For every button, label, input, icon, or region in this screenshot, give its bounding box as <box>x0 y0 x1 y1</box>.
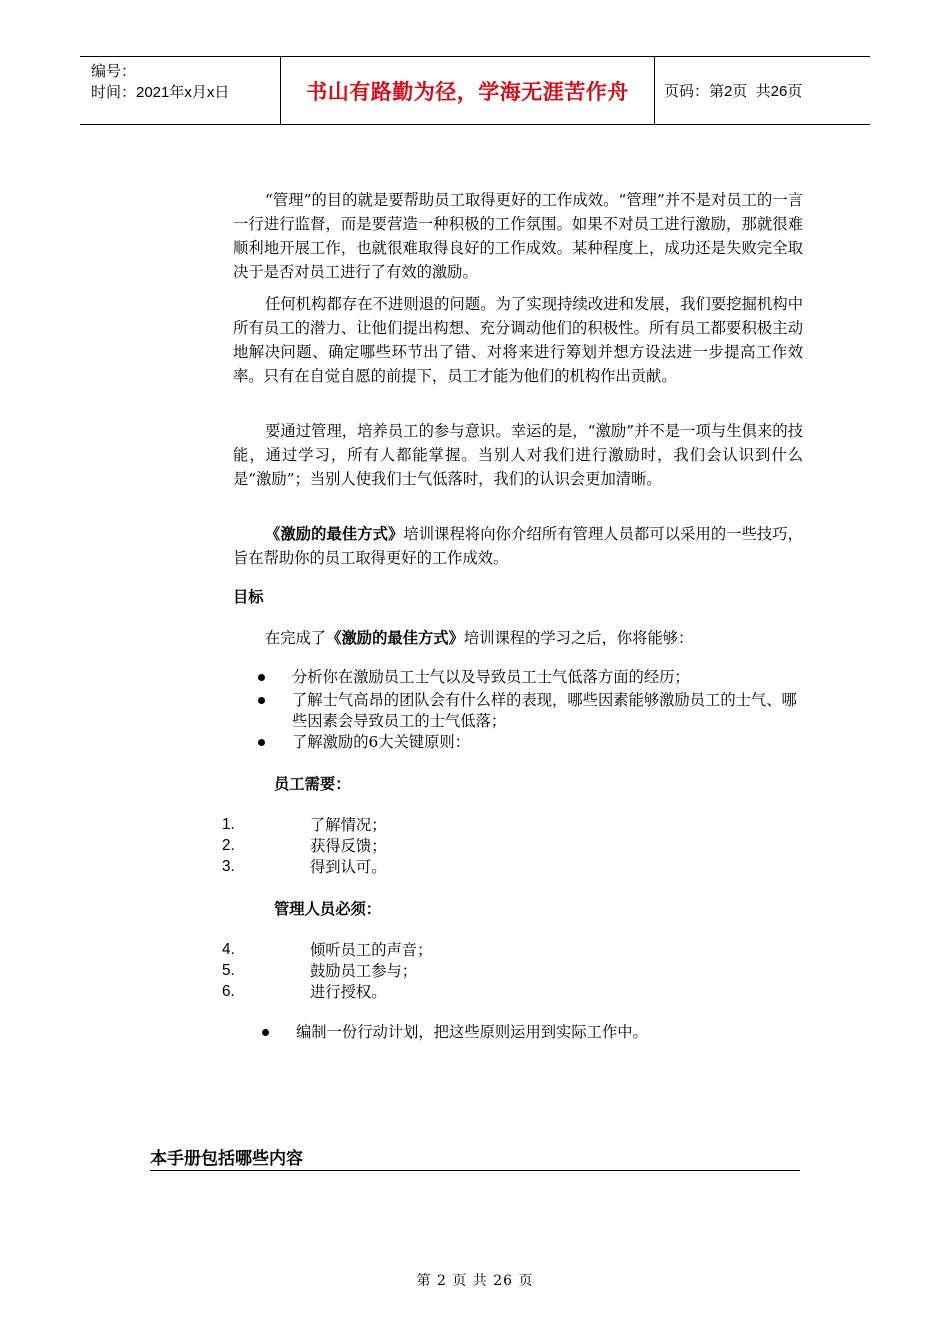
item-text: 倾听员工的声音； <box>310 941 433 959</box>
item-number: 1. <box>222 816 235 833</box>
intro-pre: 在完成了 <box>265 629 327 647</box>
page-header <box>80 56 870 125</box>
item-number: 6. <box>222 983 235 1000</box>
list-item <box>258 667 803 688</box>
bullet-icon <box>258 674 265 681</box>
objectives-intro <box>233 626 803 650</box>
intro-post: 培训课程的学习之后，你将能够： <box>463 629 694 647</box>
header-motto: 书山有路勤为径，学海无涯苦作舟 <box>281 57 655 124</box>
item-text: 鼓励员工参与； <box>310 962 418 980</box>
bullet-icon <box>258 739 265 746</box>
header-meta-cell <box>80 57 281 124</box>
manager-must-heading: 管理人员必须： <box>274 900 382 918</box>
course-description: 培训课程将向你介绍所有管理人员都可以采用的一些技巧，旨在帮助你的员工取得更好的工作成效。 <box>233 525 803 567</box>
page-info: 页码：第2页 共26页 <box>664 83 803 100</box>
page-footer: 第 2 页 共 26 页 <box>416 1273 534 1289</box>
bullet-text: 编制一份行动计划，把这些原则运用到实际工作中。 <box>296 1023 648 1041</box>
paragraph-2: 任何机构都存在不进则退的问题。为了实现持续改进和发展，我们要挖掘机构中所有员工的潜力、让他们提出构想、充分调动他们的积极性。所有员工都要积极主动地解决问题、确定哪些环节出了错、对将来进行筹划并想方设法进一步提高工作效率。只有在自觉自愿的前提下，员工才能为他们的机构作出贡献。 <box>233 295 803 385</box>
intro-course-title: 《激励的最佳方式》 <box>326 629 464 647</box>
item-text: 进行授权。 <box>310 983 387 1001</box>
header-page-info-cell <box>655 57 870 124</box>
item-text: 了解情况； <box>310 816 387 834</box>
objectives-heading: 目标 <box>233 588 264 606</box>
list-item <box>258 690 803 732</box>
paragraph-course <box>233 522 803 570</box>
bullet-icon <box>262 1029 269 1036</box>
bullet-text: 了解士气高昂的团队会有什么样的表现，哪些因素能够激励员工的士气、哪些因素会导致员工的士气低落； <box>292 691 797 730</box>
bullet-icon <box>258 697 265 704</box>
bullet-text: 了解激励的6大关键原则： <box>292 733 470 751</box>
item-number: 4. <box>222 941 235 958</box>
course-title: 《激励的最佳方式》 <box>265 525 404 543</box>
paragraph-3: 要通过管理，培养员工的参与意识。幸运的是，“激励”并不是一项与生俱来的技能，通过学习，所有人都能掌握。当别人对我们进行激励时，我们会认识到什么是“激励”；当别人使我们士气低落时，我们的认识会更加清晰。 <box>233 422 803 488</box>
paragraph-1: “管理”的目的就是要帮助员工取得更好的工作成效。“管理”并不是对员工的一言一行进行监督，而是要营造一种积极的工作氛围。如果不对员工进行激励，那就很难顺利地开展工作，也就很难取得良好的工作成效。某种程度上，成功还是失败完全取决于是否对员工进行了有效的激励。 <box>233 191 803 281</box>
section-title: 本手册包括哪些内容 <box>150 1148 800 1171</box>
bullet-text: 分析你在激励员工士气以及导致员工士气低落方面的经历； <box>292 668 690 686</box>
list-item <box>258 732 803 753</box>
item-number: 5. <box>222 962 235 979</box>
employee-needs-heading: 员工需要： <box>274 775 351 793</box>
item-text: 得到认可。 <box>310 858 387 876</box>
serial-label: 编号： <box>91 63 137 80</box>
item-text: 获得反馈； <box>310 837 387 855</box>
list-item <box>262 1022 807 1043</box>
item-number: 2. <box>222 837 235 854</box>
item-number: 3. <box>222 858 235 875</box>
date-label: 时间：2021年x月x日 <box>91 84 230 101</box>
